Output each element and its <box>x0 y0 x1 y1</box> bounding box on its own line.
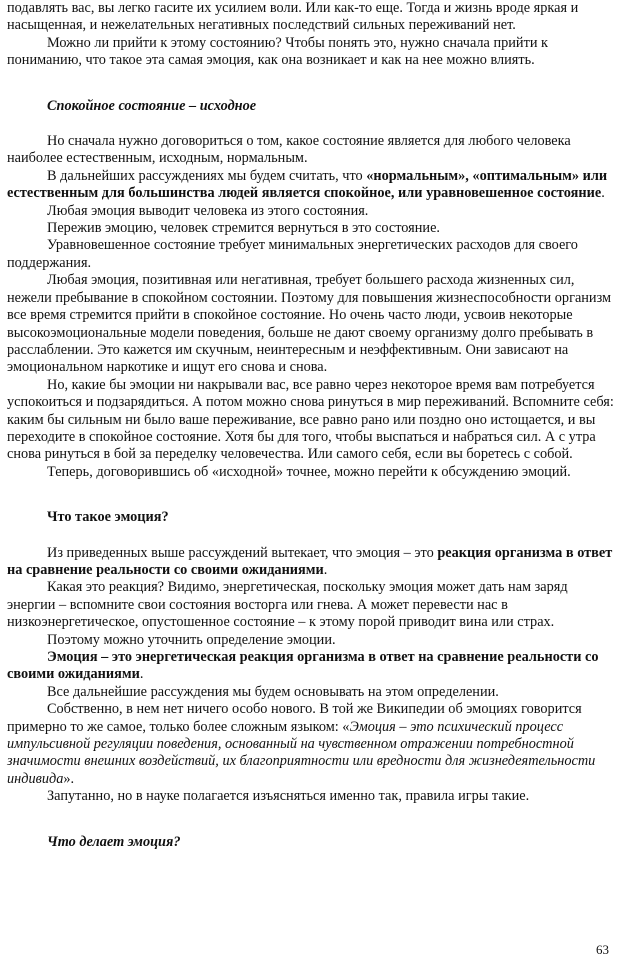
paragraph: Поэтому можно уточнить определение эмоции. <box>47 631 336 648</box>
wikipedia-quote: Эмоция – это психический процесс импульсивной регуляции поведения, основанный на чувственном отражении потребностной значимости внешних воздействий, их благоприятности или вредности для жизнедеятельности индивида <box>7 718 596 787</box>
paragraph: подавлять вас, вы легко гасите их усилием воли. Или как-то еще. Тогда и жизнь вроде яркая и насыщенная, и нежелательных негативных последствий сильных переживаний нет. <box>7 0 579 34</box>
paragraph: Из приведенных выше рассуждений вытекает, что эмоция – это реакция организма в ответ на сравнение реальности со своими ожиданиями. <box>7 544 613 578</box>
paragraph: Уравновешенное состояние требует минимальных энергетических расходов для своего поддержания. <box>7 237 578 271</box>
paragraph: Но сначала нужно договориться о том, какое состояние является для любого человека наиболее естественным, исходным, нормальным. <box>7 133 571 167</box>
paragraph: Все дальнейшие рассуждения мы будем основывать на этом определении. <box>47 683 499 700</box>
paragraph: Запутанно, но в науке полагается изъясняться именно так, правила игры такие. <box>47 788 530 805</box>
bold-phrase: «нормальным», «оптимальным» или естественным для большинства людей является спокойное, или уравновешенное состояние <box>7 167 608 202</box>
paragraph: В дальнейших рассуждениях мы будем считать, что «нормальным», «оптимальным» или естественным для большинства людей является спокойное, или уравновешенное состояние. <box>7 167 608 202</box>
paragraph: Можно ли прийти к этому состоянию? Чтобы понять это, нужно сначала прийти к пониманию, что такое эта самая эмоция, как она возникает и как на нее можно влиять. <box>7 34 548 69</box>
paragraph: Какая это реакция? Видимо, энергетическая, поскольку эмоция может дать нам заряд энергии – вспомните свои состояния восторга или гнева. А может перевести нас в низкоэнергетическое, опустошенное состояние – к этому порой приводит вина или страх. <box>7 579 568 631</box>
section-heading-calm-state: Спокойное состояние – исходное <box>47 97 257 114</box>
paragraph-text: Собственно, в нем нет ничего особо нового. В той же Википедии об эмоциях говорится примерно то же самое, только более сложным языком: « <box>7 701 582 735</box>
paragraph: Но, какие бы эмоции ни накрывали вас, все равно через некоторое время вам потребуется успокоиться и подзарядиться. А потом можно снова ринуться в мир переживаний. Вспомните себя: каким бы сильным ни было ваше переживание, все равно рано или поздно оно истощается, и вы переходите в спокойное состояние. Хотя бы для того, чтобы выспаться и набраться сил. А с утра снова ринуться в бой за переделку человечества. Или самого себя, если вы боретесь с собой. <box>7 376 614 463</box>
paragraph: Эмоция – это энергетическая реакция организма в ответ на сравнение реальности со своими ожиданиями. <box>7 649 599 683</box>
section-heading-what-emotion-does: Что делает эмоция? <box>47 833 181 850</box>
paragraph: Собственно, в нем нет ничего особо нового. В той же Википедии об эмоциях говорится примерно то же самое, только более сложным языком: «Эмоция – это психический процесс импульсивной регуляции поведения, основанный на чувственном отражении потребностной значимости внешних воздействий, их благоприятности или вредности для жизнедеятельности индивида». <box>7 701 596 787</box>
page-number: 63 <box>596 942 609 957</box>
paragraph: Любая эмоция выводит человека из этого состояния. <box>47 202 369 219</box>
section-heading-what-is-emotion: Что такое эмоция? <box>47 509 169 526</box>
bold-phrase: реакция организма в ответ на сравнение реальности со своими ожиданиями <box>7 544 613 578</box>
paragraph-text: Из приведенных выше рассуждений вытекает, что эмоция – это <box>47 544 438 561</box>
paragraph: Теперь, договорившись об «исходной» точнее, можно перейти к обсуждению эмоций. <box>47 463 571 480</box>
paragraph-text: В дальнейших рассуждениях мы будем считать, что <box>47 167 367 184</box>
paragraph: Пережив эмоцию, человек стремится вернуться в это состояние. <box>47 220 440 237</box>
paragraph: Любая эмоция, позитивная или негативная, требует большего расхода жизненных сил, нежели пребывание в спокойном состоянии. Поэтому для повышения жизнеспособности организм все время стремится прийти в спокойное состояние. Но очень часто люди, усвоив некоторые высокоэмоциональные модели поведения, больше не дают своему организму долго пребывать в расслаблении. Это кажется им скучным, неинтересным и неэффективным. Они зависают на эмоциональном наркотике и ищут его снова и снова. <box>7 272 612 376</box>
emotion-definition: Эмоция – это энергетическая реакция организма в ответ на сравнение реальности со своими ожиданиями <box>7 649 599 683</box>
